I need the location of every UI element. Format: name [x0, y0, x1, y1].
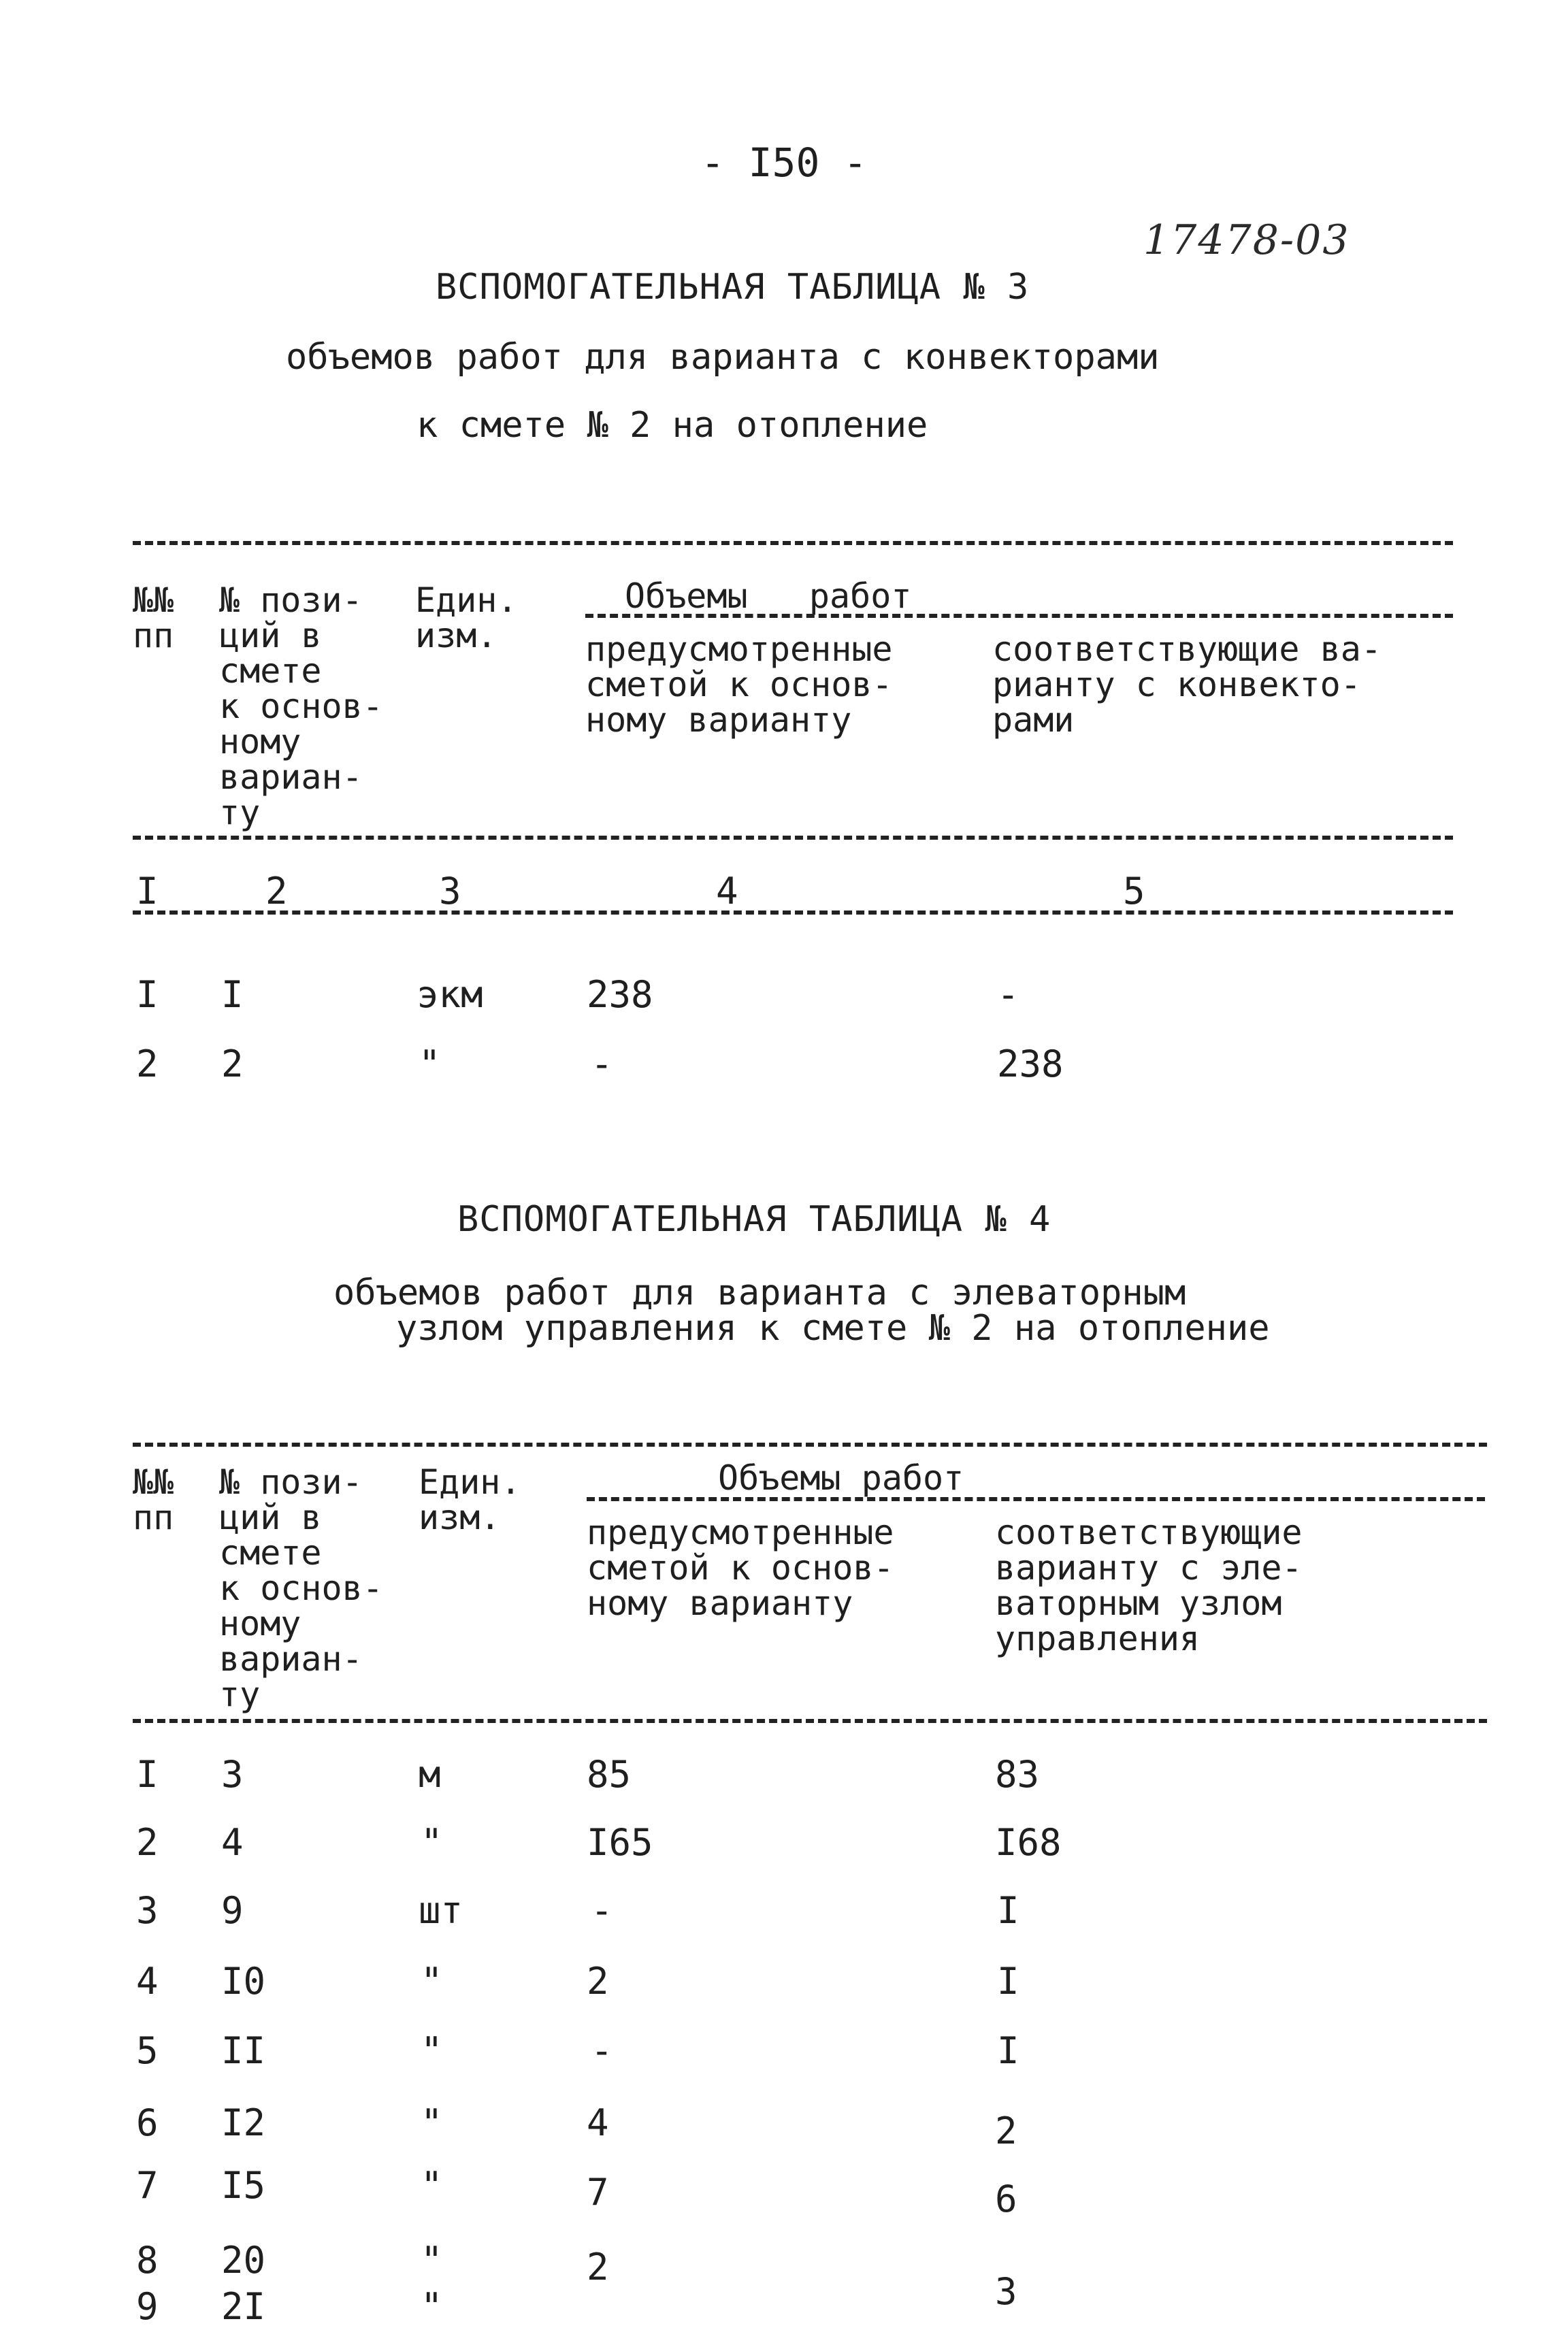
- table4-r9-c1: 9: [136, 2285, 159, 2328]
- table4-r6-c2: I2: [221, 2101, 266, 2144]
- table4-r8-c2: 20: [221, 2239, 266, 2282]
- table4-r5-c4: -: [591, 2029, 613, 2072]
- table4-r1-c5: 83: [995, 1753, 1040, 1796]
- table4-r5-c3: ": [421, 2029, 443, 2072]
- table3-header-col5: соответствующие ва- рианту с конвекто- рами: [992, 629, 1382, 740]
- table3-r2-c4: -: [591, 1043, 613, 1085]
- table3-numbering-rule: [133, 910, 1453, 915]
- table3-top-rule: [133, 541, 1453, 545]
- table4-r3-c4: -: [591, 1889, 613, 1932]
- table4-top-rule: [133, 1443, 1487, 1447]
- table4-r7-c3: ": [421, 2164, 443, 2207]
- table4-r5-c5: I: [997, 2029, 1019, 2072]
- table3-r2-c2: 2: [221, 1043, 244, 1085]
- table3-group-rule: [585, 614, 1453, 618]
- table4-r8-c4: 2: [587, 2246, 609, 2288]
- table4-r7-c1: 7: [136, 2164, 159, 2207]
- table4-r7-c5: 6: [995, 2178, 1017, 2220]
- table3-r1-c2: I: [221, 973, 244, 1016]
- table4-r8-c3: ": [421, 2239, 443, 2282]
- table4-r2-c4: I65: [587, 1821, 653, 1864]
- table3-r2-c3: ": [419, 1043, 441, 1085]
- table4-r7-c4: 7: [587, 2171, 609, 2214]
- table3-r1-c1: I: [136, 973, 159, 1016]
- table4-r3-c2: 9: [221, 1889, 244, 1932]
- table3-num-col1: I: [136, 870, 159, 913]
- table4-r3-c1: 3: [136, 1889, 159, 1932]
- table4-r6-c3: ": [421, 2101, 443, 2144]
- table4-header-col3: Един. изм.: [419, 1462, 521, 1537]
- table3-num-col3: 3: [439, 870, 461, 913]
- table4-group-rule: [587, 1497, 1485, 1501]
- table3-num-col5: 5: [1123, 870, 1145, 913]
- table4-r9-c2: 2I: [221, 2285, 266, 2328]
- table3-header-group: Объемы работ: [625, 576, 912, 616]
- table3-r1-c3: экм: [416, 973, 483, 1016]
- table3-title: ВСПОМОГАТЕЛЬНАЯ ТАБЛИЦА № 3: [436, 267, 1030, 308]
- table4-r5-c2: II: [221, 2029, 266, 2072]
- table3-header-col4: предусмотренные сметой к основ- ному варианту: [585, 629, 893, 740]
- table4-r1-c3: м: [419, 1753, 441, 1796]
- table4-r1-c4: 85: [587, 1753, 632, 1796]
- table3-header-col3: Един. изм.: [415, 580, 518, 655]
- table4-header-col5: соответствующие варианту с эле- ваторным узлом управления: [995, 1513, 1303, 1658]
- table4-subtitle-line2: узлом управления к смете № 2 на отопление: [396, 1308, 1270, 1349]
- table3-header-bottom-rule: [133, 836, 1453, 840]
- table3-header-col2: № пози- ций в смете к основ- ному вариан- ту: [219, 580, 383, 832]
- table3-r1-c4: 238: [587, 973, 653, 1016]
- table4-r5-c1: 5: [136, 2029, 159, 2072]
- table4-r2-c5: I68: [995, 1821, 1062, 1864]
- table4-r6-c1: 6: [136, 2101, 159, 2144]
- table4-r1-c1: I: [136, 1753, 159, 1796]
- table3-subtitle-line2: к смете № 2 на отопление: [416, 405, 928, 446]
- table4-r6-c4: 4: [587, 2101, 609, 2144]
- table4-r8-c5: 3: [995, 2270, 1017, 2313]
- table4-header-col2: № пози- ций в смете к основ- ному вариан- ту: [219, 1462, 383, 1714]
- table4-header-col1: №№ пп: [133, 1462, 174, 1537]
- table4-r1-c2: 3: [221, 1753, 244, 1796]
- table3-num-col4: 4: [716, 870, 738, 913]
- table3-r2-c5: 238: [997, 1043, 1064, 1085]
- table4-r4-c2: I0: [221, 1960, 266, 2003]
- table4-r2-c2: 4: [221, 1821, 244, 1864]
- table4-subtitle-line1: объемов работ для варианта с элеваторным: [333, 1273, 1186, 1313]
- page-number: - I50 -: [700, 140, 868, 186]
- table4-header-bottom-rule: [133, 1719, 1487, 1723]
- table4-r9-c3: ": [421, 2285, 443, 2328]
- table3-r1-c5: -: [997, 973, 1019, 1016]
- table3-r2-c1: 2: [136, 1043, 159, 1085]
- table4-header-group: Объемы работ: [718, 1458, 964, 1498]
- table4-r3-c5: I: [997, 1889, 1019, 1932]
- table4-r8-c1: 8: [136, 2239, 159, 2282]
- table4-r2-c1: 2: [136, 1821, 159, 1864]
- table4-r6-c5: 2: [995, 2110, 1017, 2152]
- table4-r4-c4: 2: [587, 1960, 609, 2003]
- table4-r4-c1: 4: [136, 1960, 159, 2003]
- table4-r3-c3: шт: [419, 1889, 463, 1932]
- table3-header-col1: №№ пп: [133, 580, 174, 655]
- table4-r2-c3: ": [421, 1821, 443, 1864]
- table3-num-col2: 2: [265, 870, 288, 913]
- table4-r4-c3: ": [421, 1960, 443, 2003]
- handwritten-document-code: 17478-03: [1143, 216, 1350, 264]
- table3-subtitle-line1: объемов работ для варианта с конвекторами: [286, 337, 1160, 378]
- table4-title: ВСПОМОГАТЕЛЬНАЯ ТАБЛИЦА № 4: [457, 1199, 1051, 1240]
- table4-r4-c5: I: [997, 1960, 1019, 2003]
- table4-header-col4: предусмотренные сметой к основ- ному варианту: [587, 1513, 894, 1623]
- table4-r7-c2: I5: [221, 2164, 266, 2207]
